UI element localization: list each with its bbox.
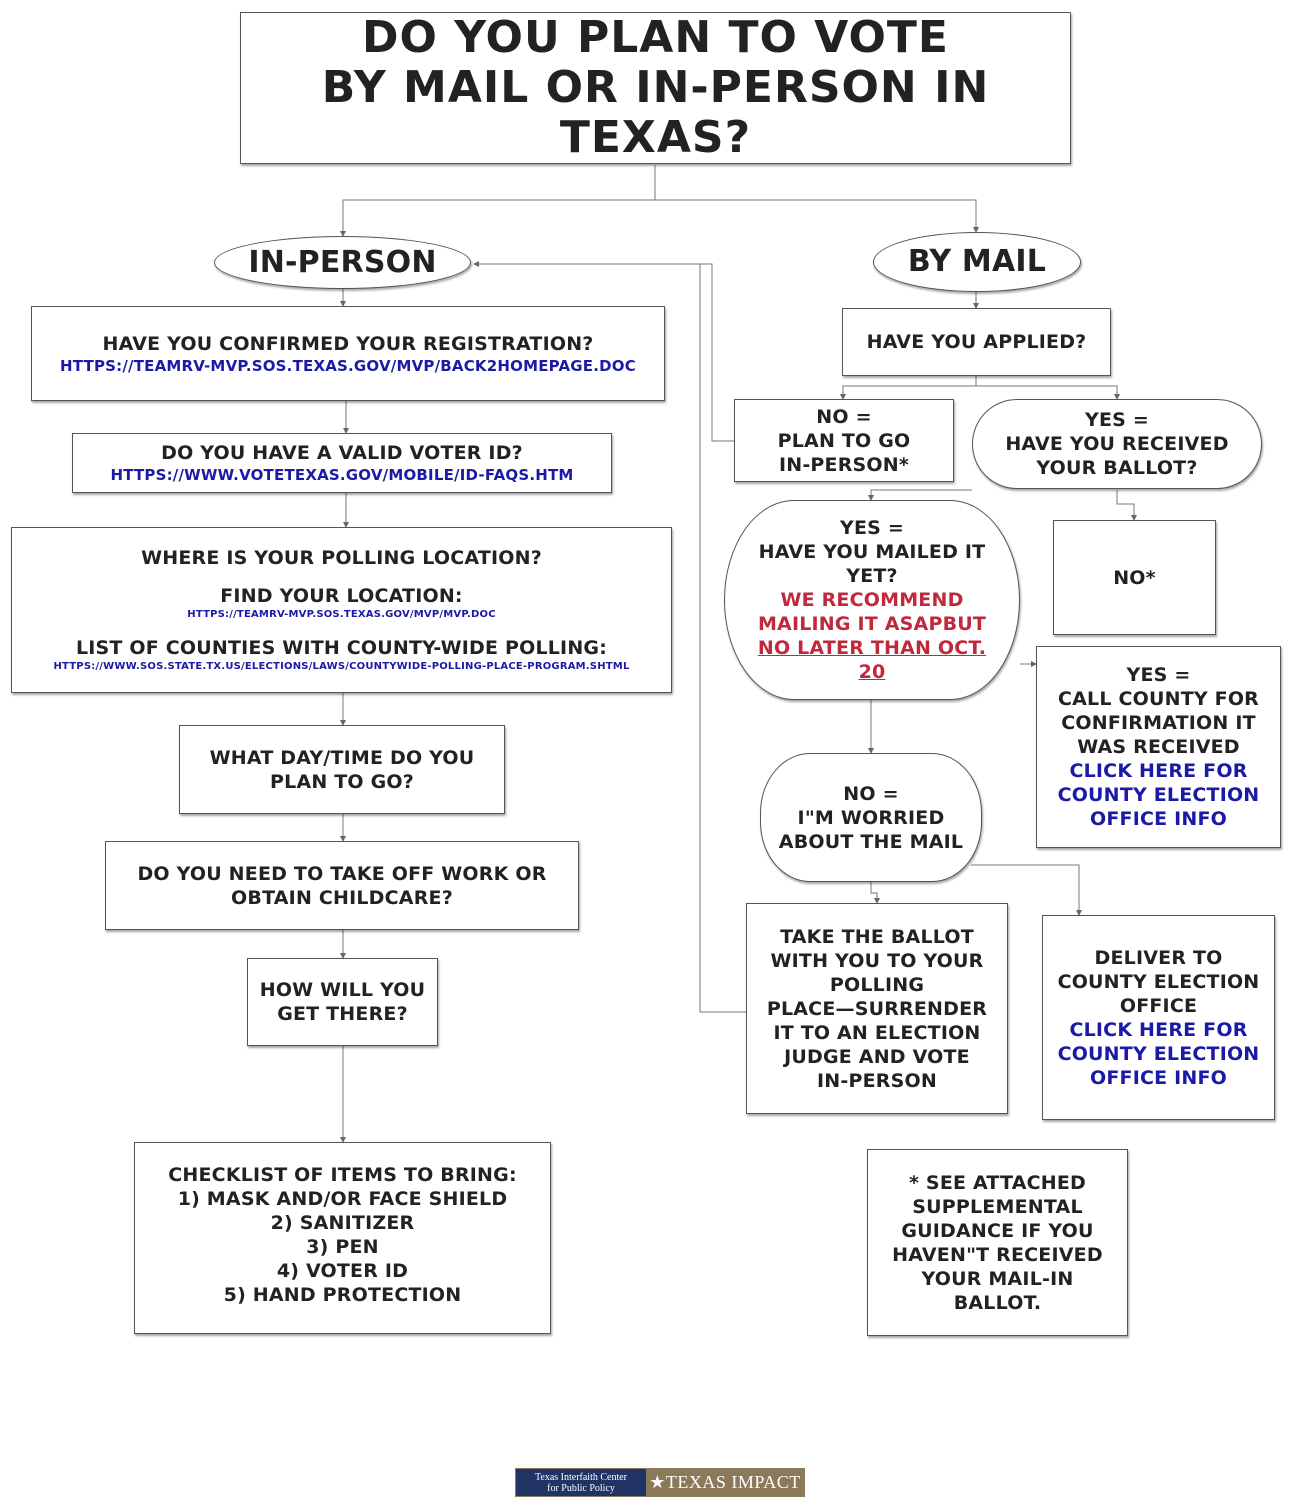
worried-line-2: I"M WORRIED [797,806,945,829]
not-applied-line-2: PLAN TO GO [777,429,911,452]
day-time-line-2: PLAN TO GO? [270,770,414,793]
connector-title-mail [655,200,976,232]
not-received-box [1053,520,1216,635]
voter-id-link[interactable]: HTTPS://WWW.VOTETEXAS.GOV/MOBILE/ID-FAQS.HTM [110,466,574,484]
texas-impact-text: ★TEXAS IMPACT [649,1472,801,1492]
take-ballot-line: IT TO AN ELECTION [773,1021,981,1044]
footnote-line: YOUR MAIL-IN [921,1267,1074,1290]
interfaith-line-1: Texas Interfaith Center [534,1471,628,1483]
deliver-line-2: COUNTY ELECTION [1057,970,1260,993]
deadline-line-2: 20 [858,661,886,683]
worried-mail-box [760,753,982,882]
footnote-line: SUPPLEMENTAL [912,1195,1083,1218]
checklist-item: 1) MASK AND/OR FACE SHIELD [177,1188,508,1210]
deadline-line-1: NO LATER THAN OCT. [757,637,987,659]
checklist-item: 4) VOTER ID [276,1260,409,1282]
deliver-box [1042,915,1275,1120]
flowchart-title [240,12,1071,164]
mailed-yes-box [1036,646,1281,848]
footnote-line: HAVEN"T RECEIVED [892,1243,1103,1266]
received-ballot-box [724,500,1020,700]
county-office-link[interactable]: OFFICE INFO [1089,808,1228,830]
not-applied-box [734,399,954,482]
county-office-link[interactable]: CLICK HERE FOR [1069,1018,1248,1041]
registration-question: HAVE YOU CONFIRMED YOUR REGISTRATION? [102,332,594,355]
checklist-box [134,1142,551,1334]
received-line-1: YES = [840,517,904,539]
work-childcare-line-1: DO YOU NEED TO TAKE OFF WORK OR [137,862,547,885]
checklist-item: 5) HAND PROTECTION [223,1284,462,1306]
connector-title-split [343,165,655,236]
texas-impact-logo [515,1468,805,1497]
connector-received-yes [871,490,972,500]
find-location-link[interactable]: HTTPS://TEAMRV-MVP.SOS.TEXAS.GOV/MVP/MVP.DOC [187,609,496,620]
county-office-link[interactable]: CLICK HERE FOR [1069,760,1248,782]
day-time-line-1: WHAT DAY/TIME DO YOU [209,746,475,769]
title-line-2: BY MAIL OR IN-PERSON IN TEXAS? [321,62,990,163]
checklist-item: 3) PEN [306,1236,379,1258]
voter-id-question: DO YOU HAVE A VALID VOTER ID? [161,442,523,464]
in-person-header [214,236,471,289]
title-line-1: DO YOU PLAN TO VOTE [362,12,949,63]
take-ballot-line: IN-PERSON [817,1069,937,1092]
not-applied-line-1: NO = [816,405,872,428]
get-there-line-2: GET THERE? [277,1003,408,1025]
county-office-link[interactable]: COUNTY ELECTION [1057,784,1260,806]
take-ballot-line: WITH YOU TO YOUR [770,949,984,972]
by-mail-header [873,232,1081,292]
take-ballot-line: TAKE THE BALLOT [780,925,974,948]
registration-link[interactable]: HTTPS://TEAMRV-MVP.SOS.TEXAS.GOV/MVP/BACK2HOMEPAGE.DOC [60,356,636,375]
deliver-line-1: DELIVER TO [1094,946,1223,969]
connector-applied-yes [976,386,1117,399]
polling-question: WHERE IS YOUR POLLING LOCATION? [141,547,542,569]
find-location-label: FIND YOUR LOCATION: [220,585,463,607]
yes-applied-line-3: YOUR BALLOT? [1036,457,1198,479]
checklist-item: 2) SANITIZER [270,1212,415,1234]
mailed-yes-line-1: YES = [1126,664,1191,686]
take-ballot-line: POLLING [829,973,925,996]
day-time-box [179,725,505,814]
registration-box [31,306,665,401]
take-ballot-line: PLACE—SURRENDER [766,997,988,1020]
mailed-yes-line-2: CALL COUNTY FOR [1058,688,1259,710]
yes-applied-line-1: YES = [1085,409,1149,431]
connector-received-no [1117,490,1134,520]
take-ballot-line: JUDGE AND VOTE [784,1045,970,1068]
not-applied-line-3: IN-PERSON* [778,453,910,476]
in-person-label: IN-PERSON [248,244,437,280]
work-childcare-box [105,841,579,930]
applied-question: HAVE YOU APPLIED? [866,331,1087,353]
connector-applied-split [843,376,976,399]
recommend-line-2: MAILING IT ASAPBUT [757,613,987,635]
footnote-box [867,1149,1128,1336]
mailed-yes-line-4: WAS RECEIVED [1077,736,1240,758]
get-there-box [247,958,438,1046]
countywide-label: LIST OF COUNTIES WITH COUNTY-WIDE POLLING: [75,637,608,659]
take-ballot-box [746,903,1008,1114]
work-childcare-line-2: OBTAIN CHILDCARE? [231,886,453,909]
worried-line-1: NO = [843,782,899,805]
mailed-yes-line-3: CONFIRMATION IT [1061,712,1256,734]
checklist-heading: CHECKLIST OF ITEMS TO BRING: [168,1164,517,1186]
by-mail-label: BY MAIL [907,244,1047,279]
countywide-link[interactable]: HTTPS://WWW.SOS.STATE.TX.US/ELECTIONS/LAWS/COUNTYWIDE-POLLING-PLACE-PROGRAM.SHTML [53,661,630,672]
not-received-label: NO* [1113,566,1156,589]
footnote-line: GUIDANCE IF YOU [901,1219,1094,1242]
polling-location-box [11,527,672,693]
footnote-line: BALLOT. [953,1291,1042,1314]
yes-applied-line-2: HAVE YOU RECEIVED [1005,433,1229,455]
yes-applied-box [972,399,1262,489]
interfaith-line-2: for Public Policy [547,1482,615,1494]
received-line-3: YET? [846,565,898,587]
voter-id-box [72,433,612,493]
county-office-link[interactable]: OFFICE INFO [1089,1066,1228,1089]
applied-box [842,308,1111,376]
recommend-line-1: WE RECOMMEND [780,589,964,611]
deliver-line-3: OFFICE [1119,994,1198,1017]
received-line-2: HAVE YOU MAILED IT [758,541,986,563]
footnote-line: * SEE ATTACHED [908,1171,1087,1194]
get-there-line-1: HOW WILL YOU [259,979,426,1001]
worried-line-3: ABOUT THE MAIL [778,830,964,853]
interfaith-center-logo [516,1469,646,1496]
connector-worried-take [871,882,877,903]
texas-impact-wordmark [646,1469,804,1496]
county-office-link[interactable]: COUNTY ELECTION [1057,1042,1260,1065]
